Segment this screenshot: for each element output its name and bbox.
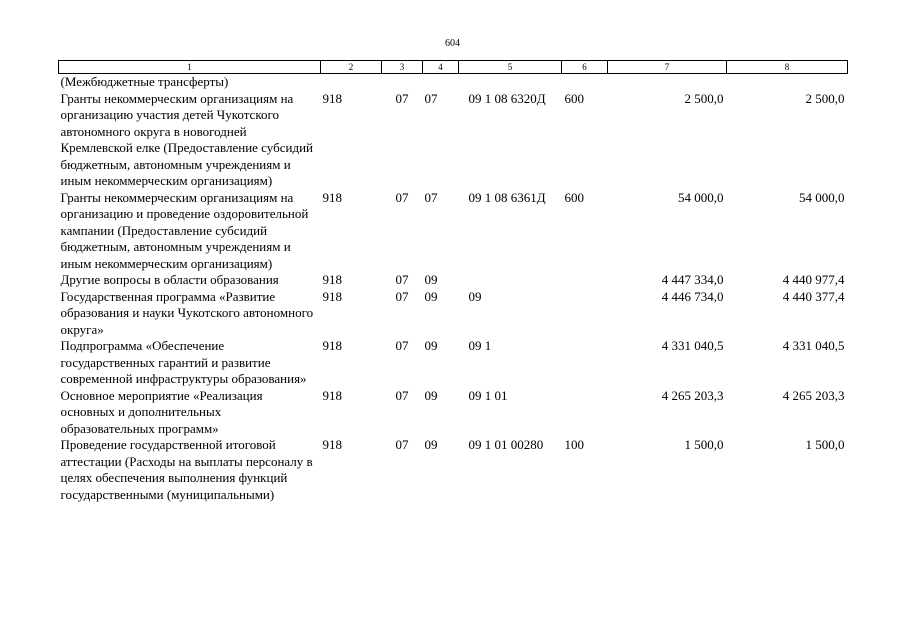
target-article-code: 09 — [468, 288, 482, 304]
header-row — [59, 61, 848, 74]
section-code: 07 — [395, 189, 409, 205]
target-article-code — [459, 272, 562, 289]
budget-table — [58, 60, 848, 503]
expense-type-code — [562, 338, 608, 388]
column-header-1: 1 — [59, 61, 321, 74]
expense-type-code — [562, 272, 608, 289]
ministry-code: 918 — [322, 90, 342, 106]
ministry-code: 918 — [322, 338, 342, 353]
item-name: Гранты некоммерческим организациям на организацию и проведение оздоровительной кампании (Предоставление субсидий бюджетным, автономным учреждениям и иным некоммерческим организациям) — [60, 189, 309, 271]
ministry-code: 918 — [322, 387, 342, 403]
section-code: 07 — [395, 90, 409, 106]
table-row — [59, 338, 848, 388]
target-article-code — [459, 74, 562, 91]
amount-col7: 4 446 734,0 — [661, 288, 724, 304]
column-header-5: 5 — [459, 61, 562, 74]
target-article-code: 09 1 08 6361Д — [468, 189, 546, 205]
expense-type-code — [562, 74, 608, 91]
amount-col8: 54 000,0 — [799, 189, 845, 205]
section-code: 07 — [395, 387, 409, 403]
amount-col7: 4 447 334,0 — [661, 272, 724, 287]
subsection-code: 09 — [424, 338, 438, 353]
item-name: Проведение государственной итоговой аттестации (Расходы на выплаты персоналу в целях обеспечения выполнения функций государственными (муниципальными) — [60, 437, 313, 502]
item-name: (Межбюджетные трансферты) — [60, 74, 229, 89]
item-name: Другие вопросы в области образования — [60, 272, 279, 287]
item-name: Подпрограмма «Обеспечение государственных гарантий и развитие современной инфраструктуры образования» — [60, 338, 307, 386]
section-code: 07 — [395, 272, 409, 287]
subsection-code: 09 — [424, 437, 438, 452]
amount-col7 — [608, 74, 727, 91]
item-name: Государственная программа «Развитие образования и науки Чукотского автономного округа» — [60, 288, 314, 337]
ministry-code: 918 — [322, 272, 342, 287]
column-header-3: 3 — [382, 61, 423, 74]
table-header — [59, 61, 848, 74]
amount-col8: 4 331 040,5 — [782, 338, 845, 353]
ministry-code — [321, 74, 382, 91]
amount-col8: 4 265 203,3 — [782, 387, 845, 403]
column-header-4: 4 — [423, 61, 459, 74]
table-row — [59, 272, 848, 289]
section-code: 07 — [395, 288, 409, 304]
subsection-code: 07 — [424, 90, 438, 106]
target-article-code: 09 1 01 00280 — [468, 437, 544, 452]
item-name: Гранты некоммерческим организациям на организацию участия детей Чукотского автономного округа в новогодней Кремлевской елке (Предоставление субсидий бюджетным, автономным учреждениям и иным некоммерческим организациям) — [60, 90, 313, 188]
expense-type-code: 100 — [564, 437, 584, 452]
target-article-code: 09 1 08 6320Д — [468, 90, 546, 106]
amount-col8: 2 500,0 — [805, 90, 845, 106]
expense-type-code — [562, 388, 608, 438]
section-code: 07 — [395, 437, 409, 452]
ministry-code: 918 — [322, 189, 342, 205]
table-row — [59, 74, 848, 91]
amount-col7: 54 000,0 — [678, 189, 724, 205]
amount-col8: 1 500,0 — [805, 437, 845, 452]
table-row — [59, 190, 848, 273]
expense-type-code: 600 — [564, 90, 584, 106]
column-header-7: 7 — [608, 61, 727, 74]
amount-col7: 2 500,0 — [684, 90, 724, 106]
amount-col7: 4 265 203,3 — [661, 387, 724, 403]
amount-col8 — [727, 74, 848, 91]
table-row — [59, 388, 848, 438]
table-row — [59, 91, 848, 190]
table-body — [59, 74, 848, 504]
column-header-2: 2 — [321, 61, 382, 74]
section-code — [382, 74, 423, 91]
subsection-code: 09 — [424, 288, 438, 304]
subsection-code: 09 — [424, 387, 438, 403]
expense-type-code: 600 — [564, 189, 584, 205]
page-number: 604 — [445, 38, 460, 49]
amount-col8: 4 440 977,4 — [782, 272, 845, 287]
target-article-code: 09 1 — [468, 338, 492, 353]
expense-type-code — [562, 289, 608, 339]
amount-col7: 4 331 040,5 — [661, 338, 724, 353]
table-row — [59, 289, 848, 339]
ministry-code: 918 — [322, 288, 342, 304]
target-article-code: 09 1 01 — [468, 387, 508, 403]
subsection-code — [423, 74, 459, 91]
section-code: 07 — [395, 338, 409, 353]
amount-col7: 1 500,0 — [684, 437, 724, 452]
amount-col8: 4 440 377,4 — [782, 288, 845, 304]
ministry-code: 918 — [322, 437, 342, 452]
table-row — [59, 437, 848, 503]
item-name: Основное мероприятие «Реализация основных и дополнительных образовательных программ» — [60, 387, 263, 436]
column-header-8: 8 — [727, 61, 848, 74]
column-header-6: 6 — [562, 61, 608, 74]
subsection-code: 07 — [424, 189, 438, 205]
subsection-code: 09 — [424, 272, 438, 287]
